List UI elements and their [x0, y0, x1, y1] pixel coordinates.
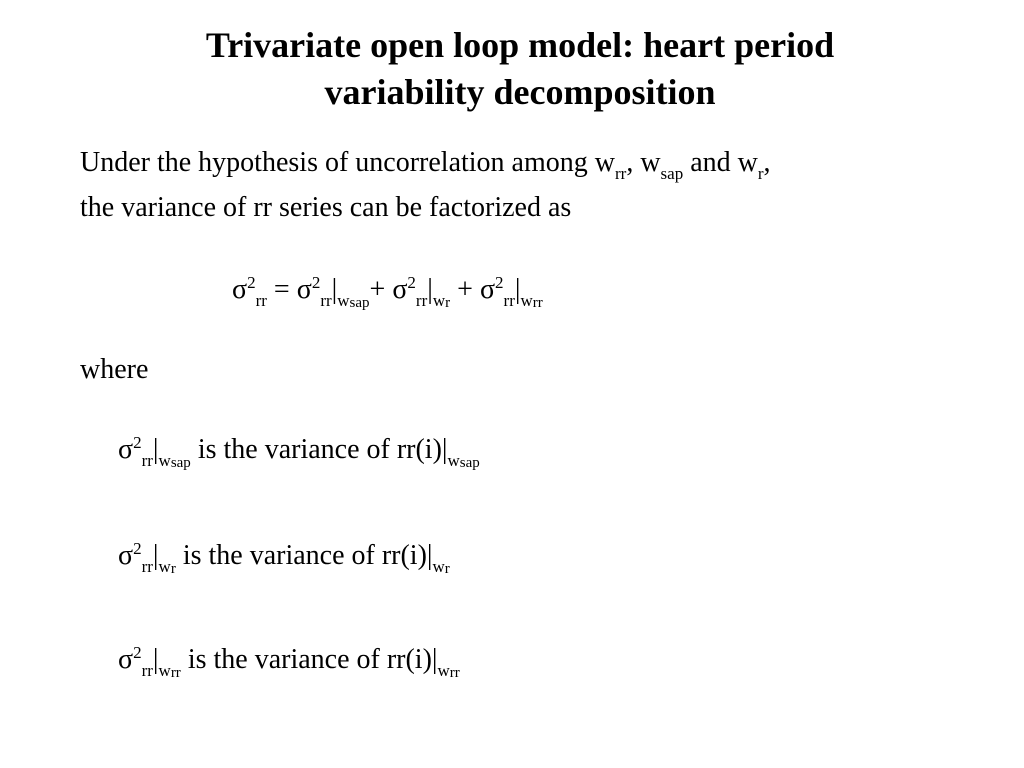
- title-line-1: Trivariate open loop model: heart period: [205, 25, 835, 65]
- slide-title: [120, 22, 920, 116]
- intro-line-2: the variance of rr series can be factorized as: [80, 192, 572, 223]
- variance-equation: $\sigma^2_{rr} = \sigma^2_{rr}|_{wsap}+ \sigma^2_{rr}|_{wr} + \sigma^2_{rr}|_{wrr}$: [232, 273, 543, 311]
- title-line-2: variability decomposition: [324, 72, 716, 112]
- where-label: where: [80, 354, 149, 385]
- intro-line-1: Under the hypothesis of uncorrelation among $w_{rr}$, $w_{sap}$ and $w_r$,: [80, 147, 771, 183]
- definition-item-wsap: $\sigma^2_{rr}|_{wsap}$ is the variance of $rr(i)|_{wsap}$: [118, 433, 480, 471]
- definition-item-wr: $\sigma^2_{rr}|_{wr}$ is the variance of $rr(i)|_{wr}$: [118, 539, 450, 577]
- definition-item-wrr: $\sigma^2_{rr}|_{wrr}$ is the variance of $rr(i)|_{wrr}$: [118, 643, 460, 681]
- intro-paragraph: [80, 142, 771, 229]
